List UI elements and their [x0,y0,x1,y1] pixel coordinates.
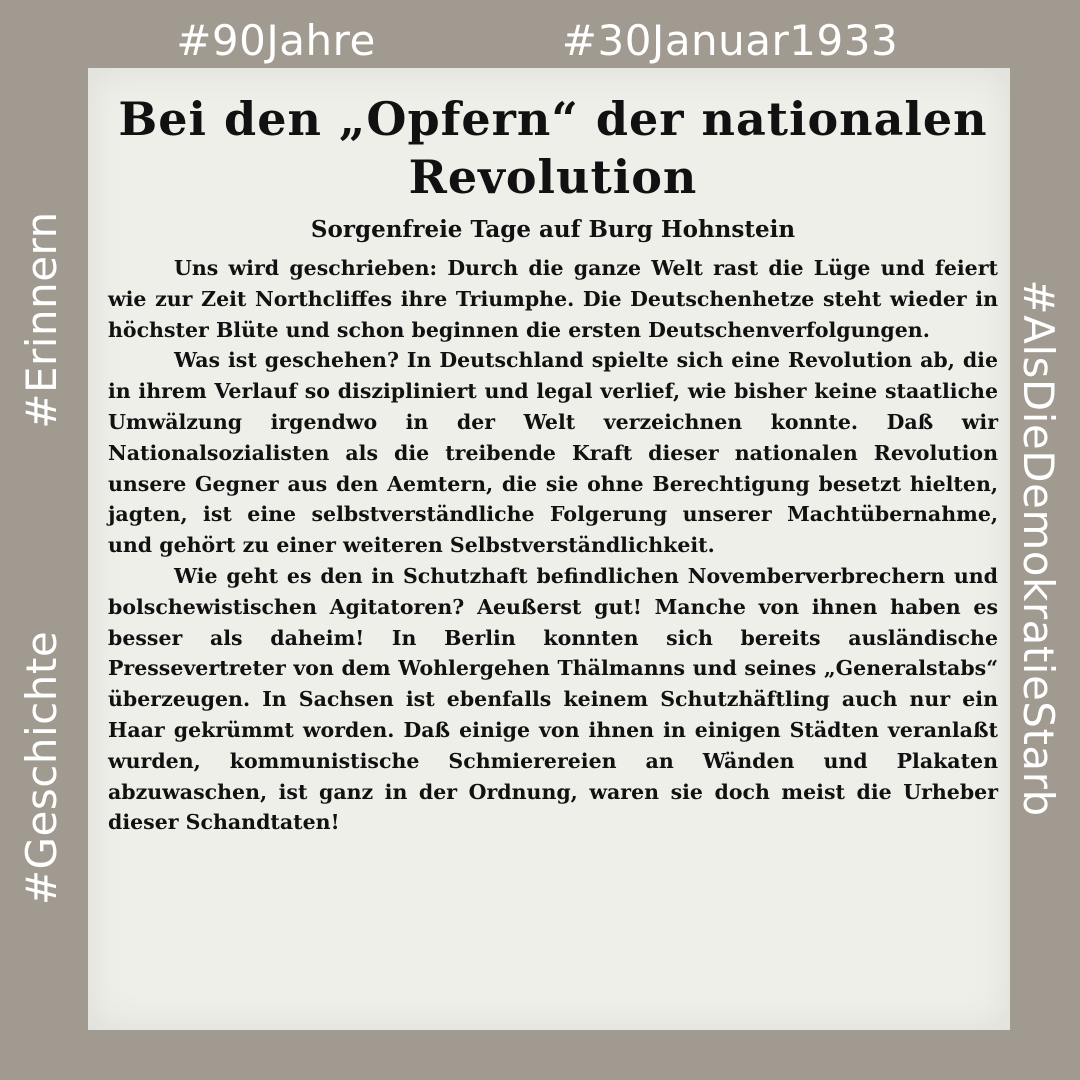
article-paragraph-1: Uns wird geschrieben: Durch die ganze Welt rast die Lüge und feiert wie zur Zeit Northcliffes ihre Triumphe. Die Deutschenhetze steht wieder in höchster Blüte und schon beginnen die ersten Deutschenverfolgungen. [108,256,998,342]
hashtag-90-jahre: #90Jahre [176,16,376,65]
article-headline: Bei den „Opfern“ der nationalen Revolution [118,92,988,204]
article-paragraph-2: Was ist geschehen? In Deutschland spielte sich eine Revolution ab, die in ihrem Verlauf so diszipliniert und legal verlief, wie bisher keine staatliche Umwälzung irgendwo in der Welt verzeichnen konnte. Daß wir Nationalsozialisten als die treibende Kraft dieser nationalen Revolution unsere Gegner aus den Aemtern, die sie ohne Berechtigung besetzt hielten, jagten, ist eine selbstverständliche Folgerung unserer Machtübernahme, und gehört zu einer weiteren Selbstverständlichkeit. [108,348,998,558]
hashtag-30-januar-1933: #30Januar1933 [561,16,899,65]
hashtag-als-die-demokratie-starb: #AlsDieDemokratieStarb [1014,279,1063,817]
hashtag-erinnern: #Erinnern [17,211,66,429]
newspaper-clipping [88,68,1010,1030]
article-body [108,253,998,838]
hashtag-geschichte: #Geschichte [17,630,66,906]
article-paragraph-3: Wie geht es den in Schutzhaft befindlichen Novemberverbrechern und bolschewistischen Agitatoren? Aeußerst gut! Manche von ihnen haben es besser als daheim! In Berlin konnten sich bereits ausländische Pressevertreter von dem Wohlergehen Thälmanns und seines „Generalstabs“ überzeugen. In Sachsen ist ebenfalls keinem Schutzhäftling auch nur ein Haar gekrümmt worden. Daß einige von ihnen in einigen Städten veranlaßt wurden, kommunistische Schmierereien an Wänden und Plakaten abzuwaschen, ist ganz in der Ordnung, waren sie doch meist die Urheber dieser Schandtaten! [108,563,998,835]
article-subheadline: Sorgenfreie Tage auf Burg Hohnstein [310,216,796,243]
